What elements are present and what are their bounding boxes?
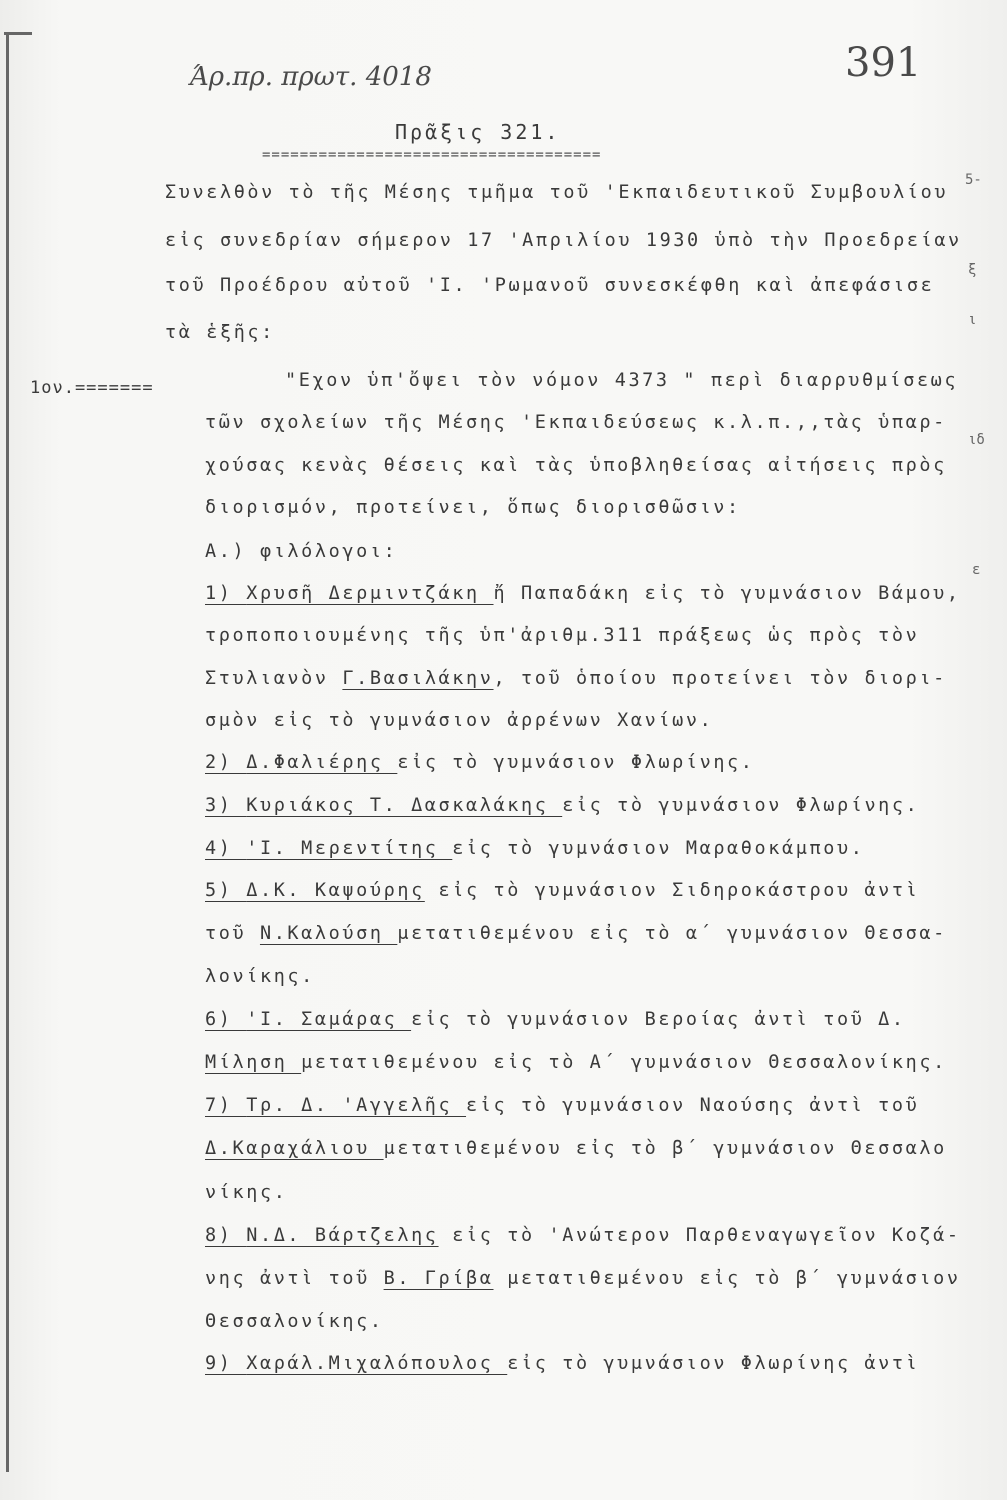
page-number: 391 (845, 40, 922, 86)
line-prefix: τοῦ (205, 923, 260, 944)
document-title: Πρᾶξις 321. (395, 120, 561, 144)
intro-line: τοῦ Προέδρου αὐτοῦ 'Ι. 'Ρωμανοῦ συνεσκέφθη καὶ ἀπεφάσισε (165, 275, 935, 296)
appointment-line (205, 795, 919, 816)
appointment-line (205, 966, 315, 987)
paragraph-line: τῶν σχολείων τῆς Μέσης 'Εκπαιδεύσεως κ.λ.π.,,τὰς ὑπαρ- (205, 412, 947, 433)
appointee-name: Δ.Κ. Καψούρης (246, 880, 425, 901)
intro-line: εἰς συνεδρίαν σήμερον 17 'Απριλίου 1930 ὑπὸ τὴν Προεδρείαν (165, 230, 962, 251)
appointment-line (205, 923, 947, 944)
line-text: μετατιθεμένου εἰς τὸ β΄ γυμνάσιον Θεσσαλο (383, 1138, 947, 1159)
line-prefix: 9) (205, 1353, 247, 1374)
appointee-name: Β. Γρίβα (383, 1268, 494, 1289)
margin-section-label: 1ον.======= (30, 378, 154, 398)
edge-mark: ξ (968, 262, 977, 278)
appointee-name: 'Ι. Σαμάρας (246, 1009, 412, 1030)
line-text: εἰς τὸ γυμνάσιον Φλωρίνης ἀντὶ (507, 1353, 920, 1374)
handwritten-reference: Άρ.πρ. πρωτ. 4018 (190, 62, 432, 92)
appointee-name: Γ.Βασιλάκην (342, 668, 494, 689)
line-prefix: 4) (205, 838, 247, 859)
appointment-line (205, 1182, 287, 1203)
binding-bracket (6, 32, 19, 1472)
line-text: , τοῦ ὁποίου προτείνει τὸν διορι- (493, 668, 947, 689)
appointment-line (205, 583, 961, 604)
appointment-line (205, 1225, 961, 1246)
appointee-name: Δ.Φαλιέρης (246, 752, 398, 773)
intro-line: τὰ ἑξῆς: (165, 322, 275, 343)
line-prefix: 6) (205, 1009, 247, 1030)
edge-mark: ε (972, 562, 981, 578)
appointment-line (205, 1095, 919, 1116)
appointment-line (205, 838, 864, 859)
edge-mark: ι (968, 312, 977, 328)
paragraph-line: "Εχον ὑπ'ὄψει τὸν νόμον 4373 " περὶ διαρρυθμίσεως (285, 370, 959, 391)
appointment-line (205, 625, 919, 646)
line-text: εἰς τὸ γυμνάσιον Φλωρίνης. (397, 752, 755, 773)
line-text: ἤ Παπαδάκη εἰς τὸ γυμνάσιον Βάμου, (493, 583, 961, 604)
appointee-name: 'Ι. Μερεντίτης (246, 838, 453, 859)
line-prefix: 1) (205, 583, 247, 604)
section-heading: Α.) φιλόλογοι: (205, 541, 398, 562)
line-text: εἰς τὸ γυμνάσιον Ναούσης ἀντὶ τοῦ (466, 1095, 920, 1116)
appointee-name: Δ.Καραχάλιου (205, 1138, 384, 1159)
line-prefix: 8) (205, 1225, 247, 1246)
appointment-line (205, 668, 947, 689)
line-prefix: 3) (205, 795, 247, 816)
line-prefix: 2) (205, 752, 247, 773)
edge-mark: 5- (965, 172, 982, 188)
appointee-name: Ν.Δ. Βάρτζελης (246, 1225, 439, 1246)
appointment-line (205, 752, 755, 773)
line-text: μετατιθεμένου εἰς τὸ β΄ γυμνάσιον (493, 1268, 961, 1289)
line-text: εἰς τὸ γυμνάσιον Φλωρίνης. (562, 795, 920, 816)
line-text: εἰς τὸ γυμνάσιον Σιδηροκάστρου ἀντὶ (424, 880, 920, 901)
appointment-line (205, 1009, 906, 1030)
line-text: λονίκης. (205, 966, 315, 987)
line-text: εἰς τὸ γυμνάσιον Μαραθοκάμπου. (452, 838, 865, 859)
appointment-line (205, 1052, 947, 1073)
line-prefix: νης ἀντὶ τοῦ (205, 1268, 384, 1289)
appointee-name: Κυριάκος Τ. Δασκαλάκης (246, 795, 563, 816)
edge-mark: ιδ (968, 432, 985, 448)
appointment-line (205, 880, 919, 901)
line-prefix: 7) (205, 1095, 247, 1116)
appointee-name: Ν.Καλούση (259, 923, 398, 944)
appointment-line (205, 1311, 384, 1332)
appointee-name: Μίληση (205, 1052, 302, 1073)
line-text: μετατιθεμένου εἰς τὸ Α΄ γυμνάσιον Θεσσαλονίκης. (301, 1052, 947, 1073)
title-underline: ==================================== (262, 147, 602, 163)
line-prefix: 5) (205, 880, 247, 901)
appointee-name: Χρυσῆ Δερμιντζάκη (246, 583, 494, 604)
appointee-name: Τρ. Δ. 'Αγγελῆς (246, 1095, 467, 1116)
appointee-name: Χαράλ.Μιχαλόπουλος (246, 1353, 508, 1374)
appointment-line (205, 1353, 919, 1374)
appointment-line (205, 710, 713, 731)
line-text: εἰς τὸ 'Ανώτερον Παρθεναγωγεῖον Κοζά- (438, 1225, 961, 1246)
paragraph-line: διορισμόν, προτείνει, ὅπως διορισθῶσιν: (205, 497, 741, 518)
appointment-line (205, 1268, 961, 1289)
intro-line: Συνελθὸν τὸ τῆς Μέσης τμῆμα τοῦ 'Εκπαιδευτικοῦ Συμβουλίου (165, 182, 949, 203)
line-text: εἰς τὸ γυμνάσιον Βεροίας ἀντὶ τοῦ Δ. (411, 1009, 906, 1030)
appointment-line (205, 1138, 947, 1159)
line-text: Θεσσαλονίκης. (205, 1311, 384, 1332)
line-text: νίκης. (205, 1182, 288, 1203)
line-text: τροποποιουμένης τῆς ὑπ'ἀριθμ.311 πράξεως ὡς πρὸς τὸν (205, 625, 920, 646)
paragraph-line: χούσας κενὰς θέσεις καὶ τὰς ὑποβληθείσας αἰτήσεις πρὸς (205, 455, 947, 476)
line-text: σμὸν εἰς τὸ γυμνάσιον ἀρρένων Χανίων. (205, 710, 714, 731)
line-prefix: Στυλιανὸν (205, 668, 343, 689)
line-text: μετατιθεμένου εἰς τὸ α΄ γυμνάσιον Θεσσα- (397, 923, 947, 944)
